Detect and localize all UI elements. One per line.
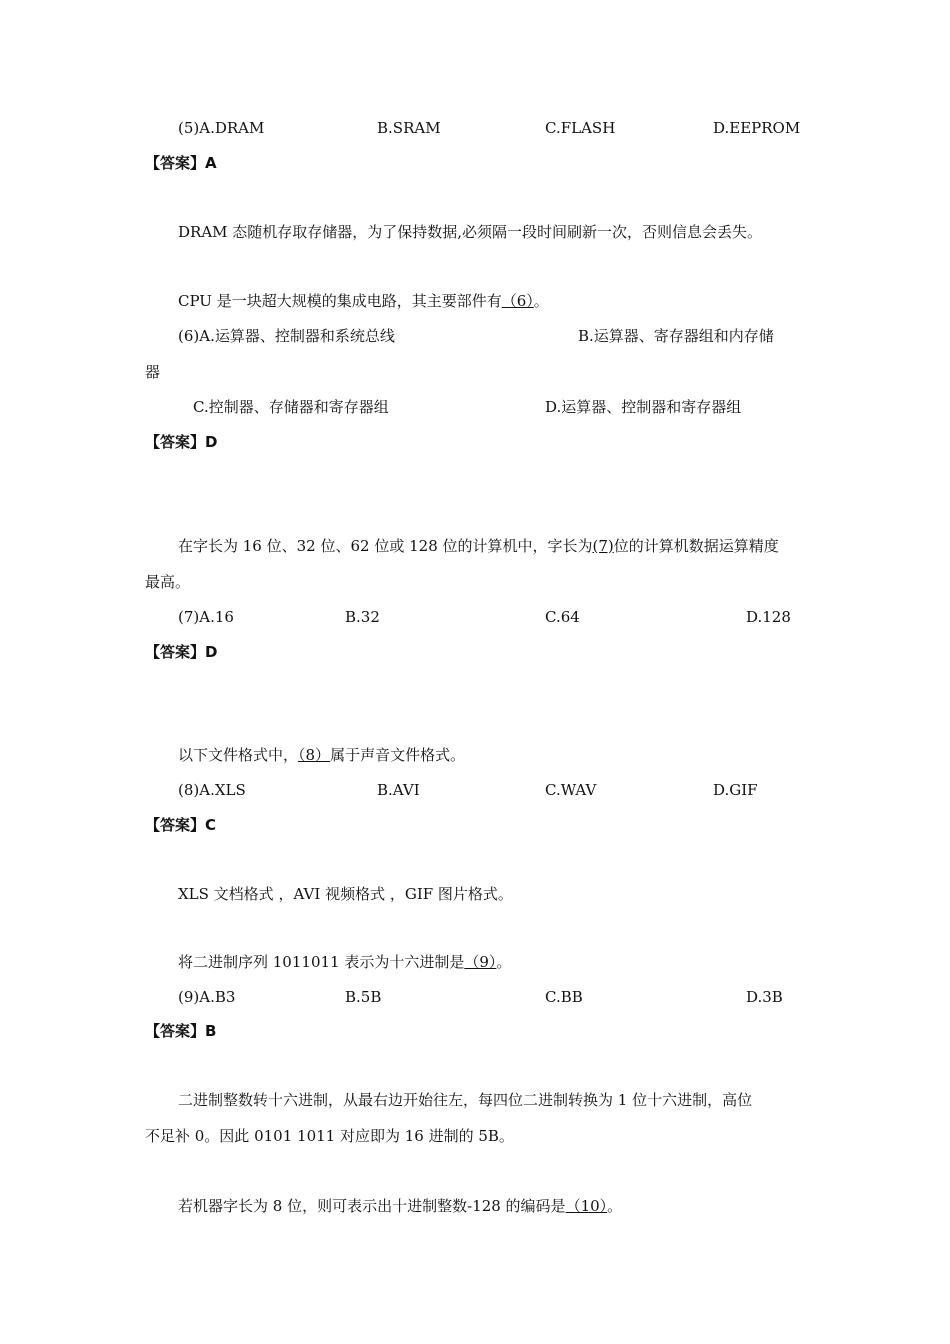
q9-option-b: B.5B [345,988,382,1006]
q8-stem [178,745,465,765]
q8-blank: （8） [298,746,331,764]
q9-stem-after: 。 [496,953,512,971]
q8-explanation: XLS 文档格式 ，AVI 视频格式 ，GIF 图片格式。 [178,885,513,903]
q6-option-b: B.运算器、寄存器组和内存储 [578,327,774,345]
q6-answer: 【答案】D [145,433,218,451]
q5-option-a: (5)A.DRAM [178,119,265,137]
q7-option-a: (7)A.16 [178,608,234,626]
q6-stem-before: CPU 是一块超大规模的集成电路，其主要部件有 [178,292,502,310]
q7-stem-after: 位的计算机数据运算精度 [613,537,779,555]
q9-answer: 【答案】B [145,1022,217,1040]
q5-option-c: C.FLASH [545,119,616,137]
q8-stem-before: 以下文件格式中， [178,746,299,764]
q8-option-b: B.AVI [377,781,420,799]
q8-stem-after: 属于声音文件格式。 [330,746,466,764]
q9-option-c: C.BB [545,988,583,1006]
q6-option-d: D.运算器、控制器和寄存器组 [545,398,742,416]
q5-answer: 【答案】A [145,154,217,172]
q7-stem [178,536,779,556]
q5-option-b: B.SRAM [377,119,441,137]
q9-option-a: (9)A.B3 [178,988,236,1006]
q6-stem [178,291,549,311]
q7-stem-before: 在字长为 16 位、32 位、62 位或 128 位的计算机中，字长为 [178,537,593,555]
q8-option-c: C.WAV [545,781,597,799]
q8-option-a: (8)A.XLS [178,781,246,799]
q8-answer: 【答案】C [145,816,217,834]
q10-blank: （10） [565,1197,608,1215]
q6-option-a: (6)A.运算器、控制器和系统总线 [178,327,395,345]
q7-stem-line2: 最高。 [145,573,191,591]
q9-option-d: D.3B [746,988,783,1006]
q10-stem-before: 若机器字长为 8 位，则可表示出十进制整数-128 的编码是 [178,1197,566,1215]
q9-explanation-line1: 二进制整数转十六进制，从最右边开始往左，每四位二进制转换为 1 位十六进制，高位 [178,1091,753,1109]
q7-option-b: B.32 [345,608,380,626]
q5-option-d: D.EEPROM [713,119,801,137]
q9-explanation-line2: 不足补 0。因此 0101 1011 对应即为 16 进制的 5B。 [145,1127,514,1145]
q6-stem-after: 。 [533,292,549,310]
q8-option-d: D.GIF [713,781,758,799]
q5-explanation: DRAM 态随机存取存储器，为了保持数据,必须隔一段时间刷新一次，否则信息会丢失。 [178,223,763,241]
q7-answer: 【答案】D [145,643,218,661]
q7-option-c: C.64 [545,608,580,626]
q9-blank: （9） [464,953,497,971]
q7-blank: (7) [592,537,614,555]
q10-stem [178,1196,622,1216]
q6-blank: （6） [501,292,534,310]
q7-option-d: D.128 [746,608,791,626]
q6-option-c: C.控制器、存储器和寄存器组 [193,398,389,416]
q6-option-b-wrap: 器 [145,363,161,381]
q9-stem [178,952,511,972]
q9-stem-before: 将二进制序列 1011011 表示为十六进制是 [178,953,465,971]
q10-stem-after: 。 [607,1197,623,1215]
